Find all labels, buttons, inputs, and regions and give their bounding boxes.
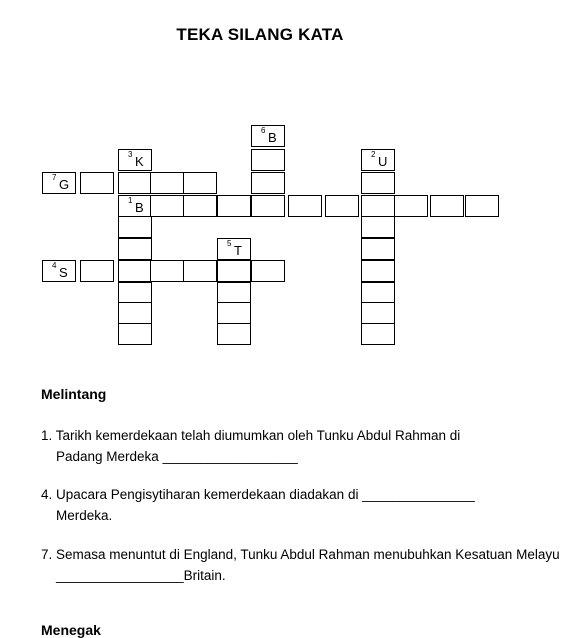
crossword-cell[interactable] <box>430 195 464 217</box>
crossword-cell[interactable] <box>183 260 217 282</box>
crossword-cell[interactable] <box>118 260 152 282</box>
crossword-cell[interactable] <box>217 302 251 324</box>
across-clue-4 <box>41 484 475 526</box>
clue-number: 7 <box>52 173 57 182</box>
clue-4-line1: 4. Upacara Pengisytiharan kemerdekaan diadakan di _______________ <box>41 487 475 502</box>
across-clue-1 <box>41 425 460 467</box>
crossword-cell[interactable] <box>288 195 322 217</box>
clue-1-line2: Padang Merdeka __________________ <box>56 449 298 464</box>
crossword-cell[interactable] <box>325 195 359 217</box>
crossword-cell[interactable] <box>118 323 152 345</box>
clue-letter: K <box>135 154 144 169</box>
crossword-cell[interactable] <box>150 172 184 194</box>
down-heading-cut: Menegak <box>41 622 101 638</box>
crossword-cell[interactable] <box>361 302 395 324</box>
crossword-cell[interactable] <box>251 149 285 171</box>
crossword-cell[interactable] <box>118 302 152 324</box>
clue-number: 2 <box>371 150 376 159</box>
crossword-cell[interactable] <box>217 282 251 304</box>
crossword-cell[interactable] <box>251 195 285 217</box>
crossword-cell[interactable] <box>217 238 251 260</box>
crossword-cell[interactable] <box>217 260 251 282</box>
clue-number: 4 <box>52 261 57 270</box>
crossword-cell[interactable] <box>361 216 395 238</box>
crossword-cell[interactable] <box>361 260 395 282</box>
clue-letter: B <box>135 200 144 215</box>
crossword-cell[interactable] <box>251 172 285 194</box>
clue-letter: U <box>378 154 388 169</box>
clue-letter: B <box>268 130 277 145</box>
crossword-cell[interactable] <box>118 282 152 304</box>
across-heading: Melintang <box>41 386 107 402</box>
clue-7-line1: 7. Semasa menuntut di England, Tunku Abdul Rahman menubuhkan Kesatuan Melayu <box>41 547 560 562</box>
crossword-cell[interactable] <box>217 323 251 345</box>
crossword-cell[interactable] <box>361 282 395 304</box>
crossword-cell[interactable] <box>42 172 76 194</box>
crossword-cell[interactable] <box>42 260 76 282</box>
crossword-cell[interactable] <box>394 195 428 217</box>
crossword-cell[interactable] <box>361 195 395 217</box>
crossword-cell[interactable] <box>361 149 395 171</box>
clue-1-line1: 1. Tarikh kemerdekaan telah diumumkan oleh Tunku Abdul Rahman di <box>41 428 461 443</box>
crossword-cell[interactable] <box>118 216 152 238</box>
crossword-cell[interactable] <box>465 195 499 217</box>
crossword-cell[interactable] <box>118 238 152 260</box>
crossword-cell[interactable] <box>118 172 152 194</box>
clue-number: 6 <box>261 126 266 135</box>
crossword-cell[interactable] <box>251 260 285 282</box>
crossword-cell[interactable] <box>118 195 152 217</box>
crossword-cell[interactable] <box>150 260 184 282</box>
clue-letter: T <box>234 243 242 258</box>
clue-number: 3 <box>128 150 133 159</box>
across-clue-7 <box>41 544 560 586</box>
clue-number: 1 <box>128 196 133 205</box>
crossword-cell[interactable] <box>251 125 285 147</box>
crossword-cell[interactable] <box>217 195 251 217</box>
crossword-cell[interactable] <box>183 195 217 217</box>
crossword-cell[interactable] <box>150 195 184 217</box>
crossword-cell[interactable] <box>80 260 114 282</box>
crossword-cell[interactable] <box>118 149 152 171</box>
crossword-cell[interactable] <box>183 172 217 194</box>
clue-number: 5 <box>227 239 232 248</box>
crossword-cell[interactable] <box>361 172 395 194</box>
crossword-cell[interactable] <box>361 323 395 345</box>
clue-7-line2: _________________Britain. <box>56 568 226 583</box>
clue-letter: S <box>59 265 68 280</box>
page-title: TEKA SILANG KATA <box>176 25 344 44</box>
clue-letter: G <box>59 177 70 192</box>
crossword-cell[interactable] <box>80 172 114 194</box>
clue-4-line2: Merdeka. <box>56 508 113 523</box>
crossword-cell[interactable] <box>361 238 395 260</box>
